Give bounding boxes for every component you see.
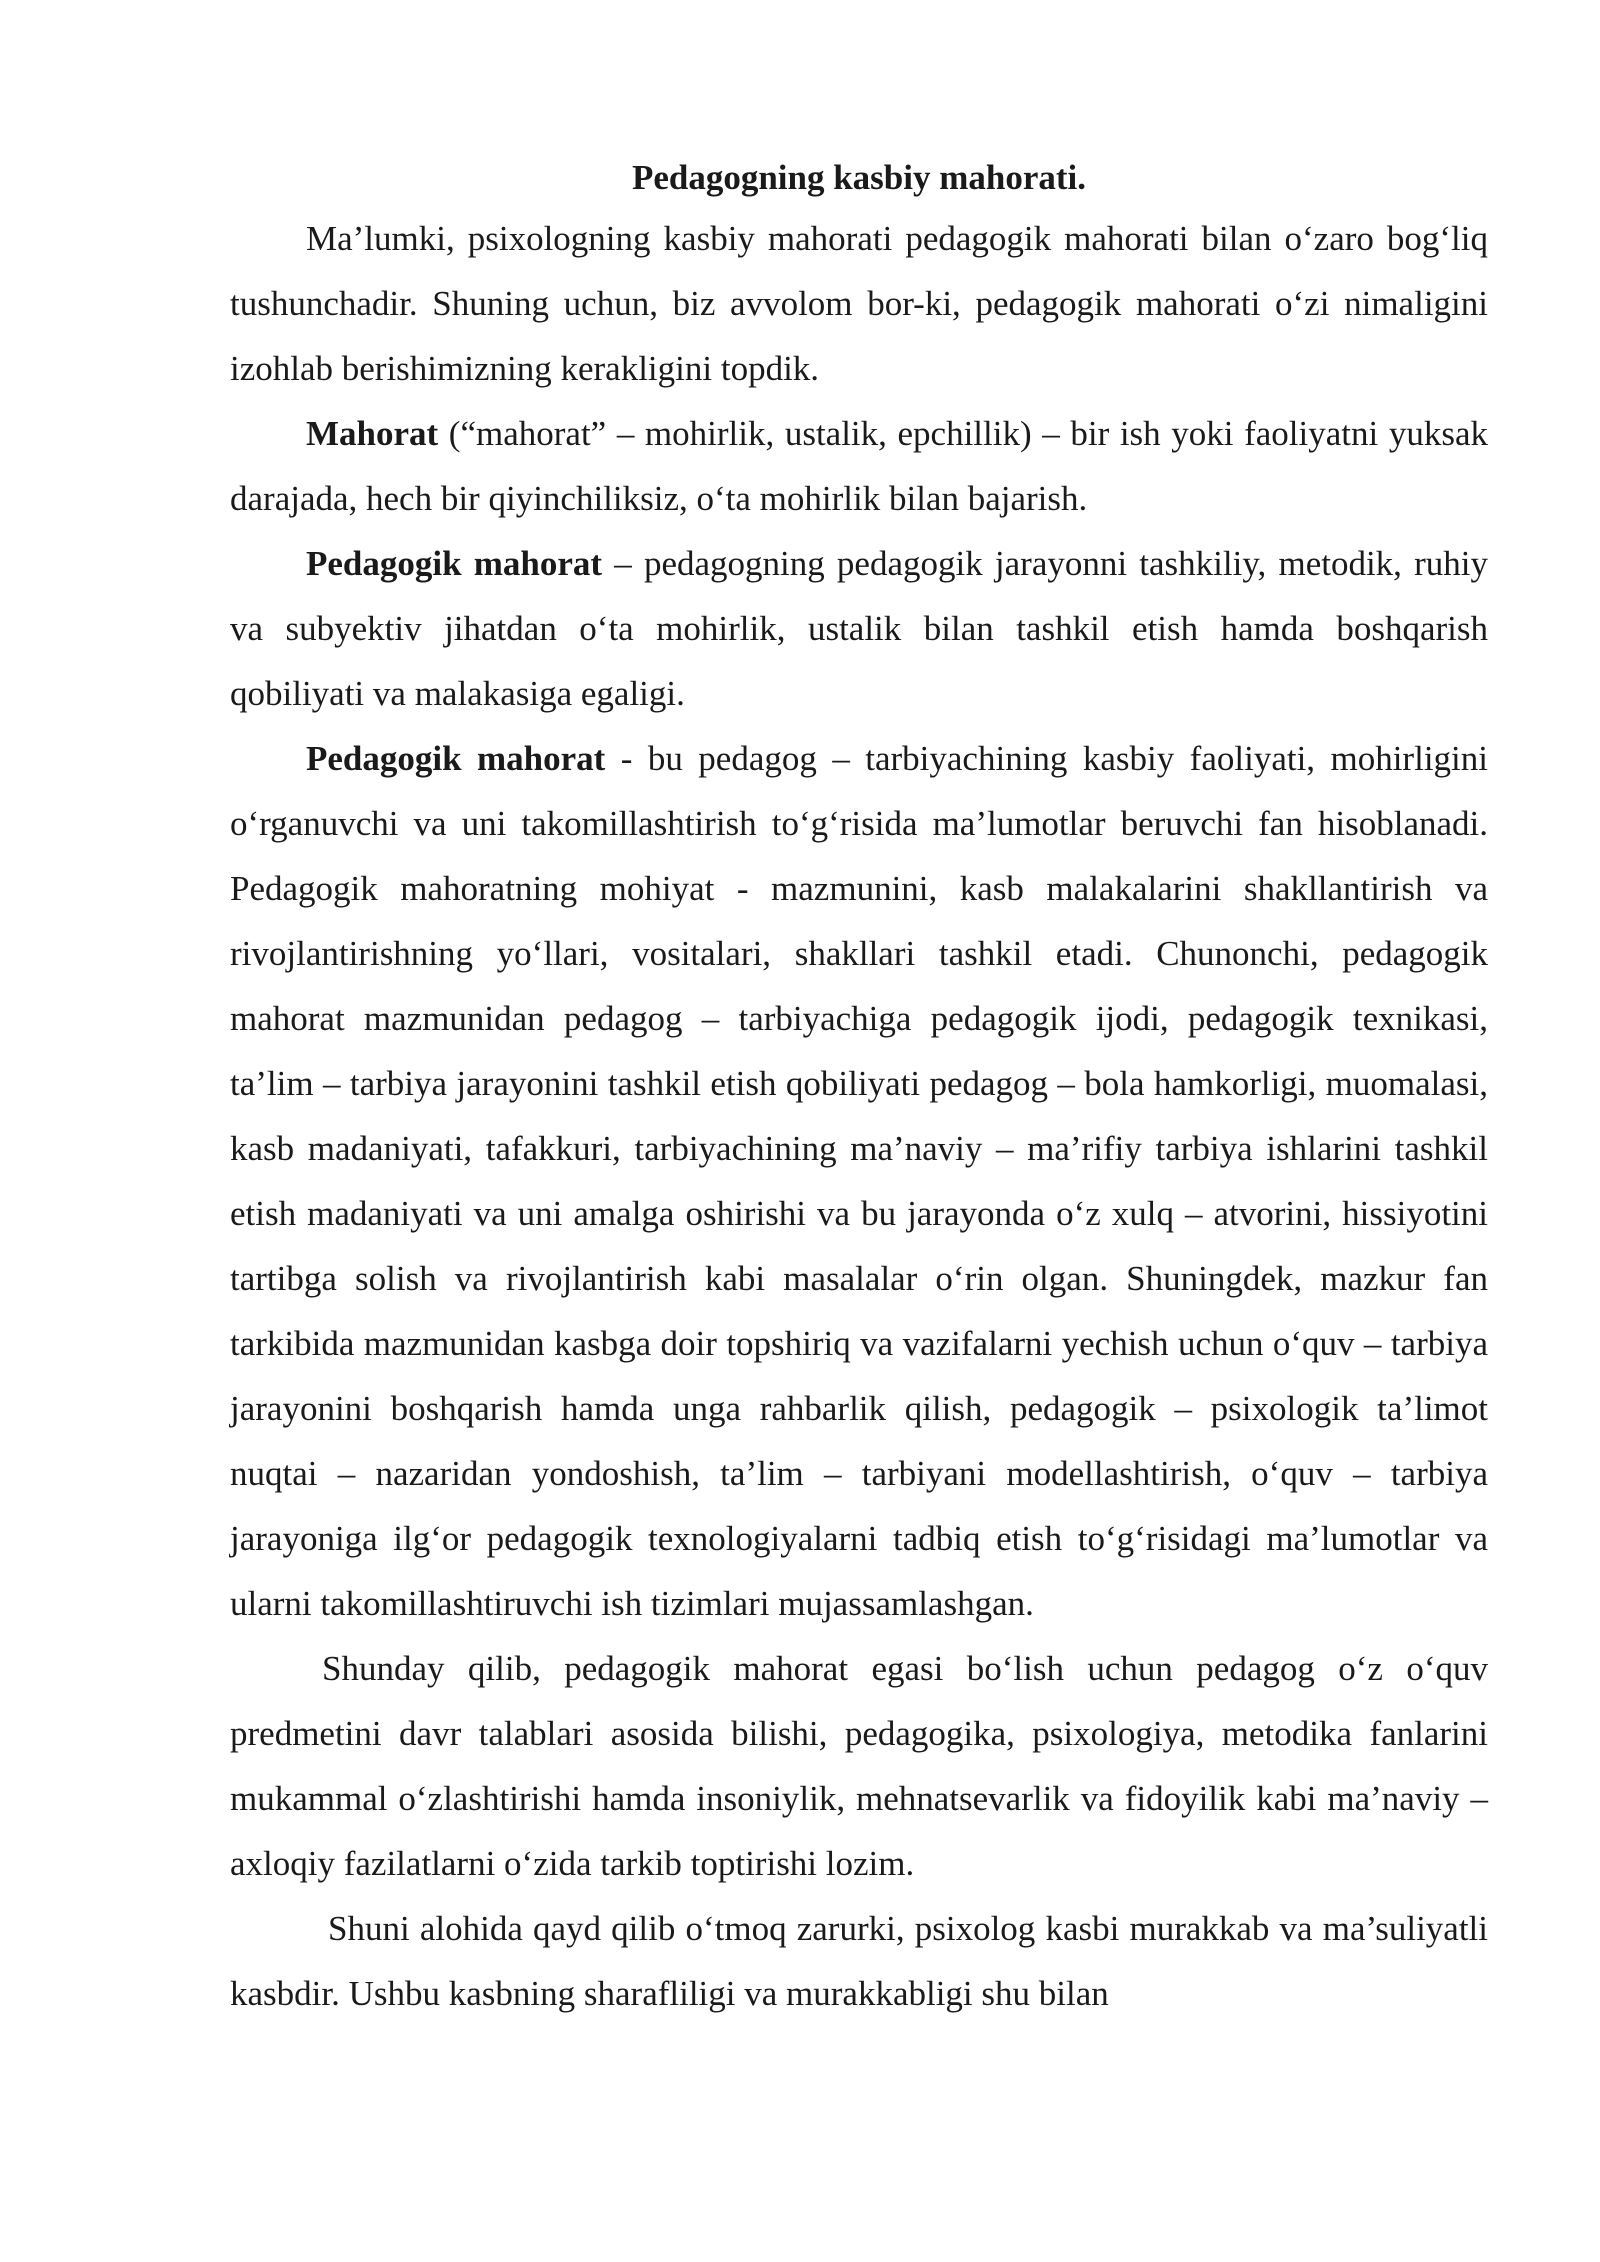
paragraph-text: (“mahorat” – mohirlik, ustalik, epchillik) – bir ish yoki faoliyatni yuksak darajada, hech bir qiyinchiliksiz, o‘ta mohirlik bilan bajarish. xyxy=(230,414,1488,518)
paragraph-text: - bu pedagog – tarbiyachining kasbiy faoliyati, mohirligini o‘rganuvchi va uni takomillashtirish to‘g‘risida ma’lumotlar beruvchi fan hisoblanadi. Pedagogik mahoratning mohiyat - mazmunini, kasb malakalarini shakllantirish va rivojlantirishning yo‘llari, vositalari, shakllari tashkil etadi. Chunonchi, pedagogik mahorat mazmunidan pedagog – tarbiyachiga pedagogik ijodi, pedagogik texnikasi, ta’lim – tarbiya jarayonini tashkil etish qobiliyati pedagog – bola hamkorligi, muomalasi, kasb madaniyati, tafakkuri, tarbiyachining ma’naviy – ma’rifiy tarbiya ishlarini tashkil etish madaniyati va uni amalga oshirishi va bu jarayonda o‘z xulq – atvorini, hissiyotini tartibga solish va rivojlantirish kabi masalalar o‘rin olgan. Shuningdek, mazkur fan tarkibida mazmunidan kasbga doir topshiriq va vazifalarni yechish uchun o‘quv – tarbiya jarayonini boshqarish hamda unga rahbarlik qilish, pedagogik – psixologik ta’limot nuqtai – nazaridan yondoshish, ta’lim – tarbiyani modellashtirish, o‘quv – tarbiya jarayoniga ilg‘or pedagogik texnologiyalarni tadbiq etish to‘g‘risidagi ma’lumotlar va ularni takomillashtiruvchi ish tizimlari mujassamlashgan. xyxy=(230,739,1488,1623)
paragraph-text: Shuni alohida qayd qilib o‘tmoq zarurki, psixolog kasbi murakkab va ma’suliyatli kasbdir. Ushbu kasbning sharafliligi va murakkabligi shu bilan xyxy=(230,1909,1488,2013)
document-title: Pedagogning kasbiy mahorati. xyxy=(631,158,1087,197)
paragraph-psixolog-kasbi xyxy=(230,1896,1488,2026)
paragraph-pedagogik-mahorat-definition xyxy=(230,531,1488,726)
defined-term: Pedagogik mahorat xyxy=(306,544,603,583)
paragraph-conclusion xyxy=(230,1636,1488,1896)
defined-term: Mahorat xyxy=(306,414,439,453)
paragraph-text: Shunday qilib, pedagogik mahorat egasi bo‘lish uchun pedagog o‘z o‘quv predmetini davr talablari asosida bilishi, pedagogika, psixologiya, metodika fanlarini mukammal o‘zlashtirishi hamda insoniylik, mehnatsevarlik va fidoyilik kabi ma’naviy – axloqiy fazilatlarni o‘zida tarkib toptirishi lozim. xyxy=(230,1649,1488,1883)
paragraph-text: – pedagogning pedagogik jarayonni tashkiliy, metodik, ruhiy va subyektiv jihatdan o‘ta mohirlik, ustalik bilan tashkil etish hamda boshqarish qobiliyati va malakasiga egaligi. xyxy=(230,544,1489,713)
paragraph-pedagogik-mahorat-fan xyxy=(230,726,1488,1636)
defined-term: Pedagogik mahorat xyxy=(306,739,606,778)
paragraph-intro xyxy=(230,206,1488,401)
paragraph-mahorat-definition xyxy=(230,401,1488,531)
paragraph-text: Ma’lumki, psixologning kasbiy mahorati pedagogik mahorati bilan o‘zaro bog‘liq tushunchadir. Shuning uchun, biz avvolom bor-ki, pedagogik mahorati o‘zi nimaligini izohlab berishimizning kerakligini topdik. xyxy=(230,219,1488,388)
document-body xyxy=(230,150,1488,2026)
